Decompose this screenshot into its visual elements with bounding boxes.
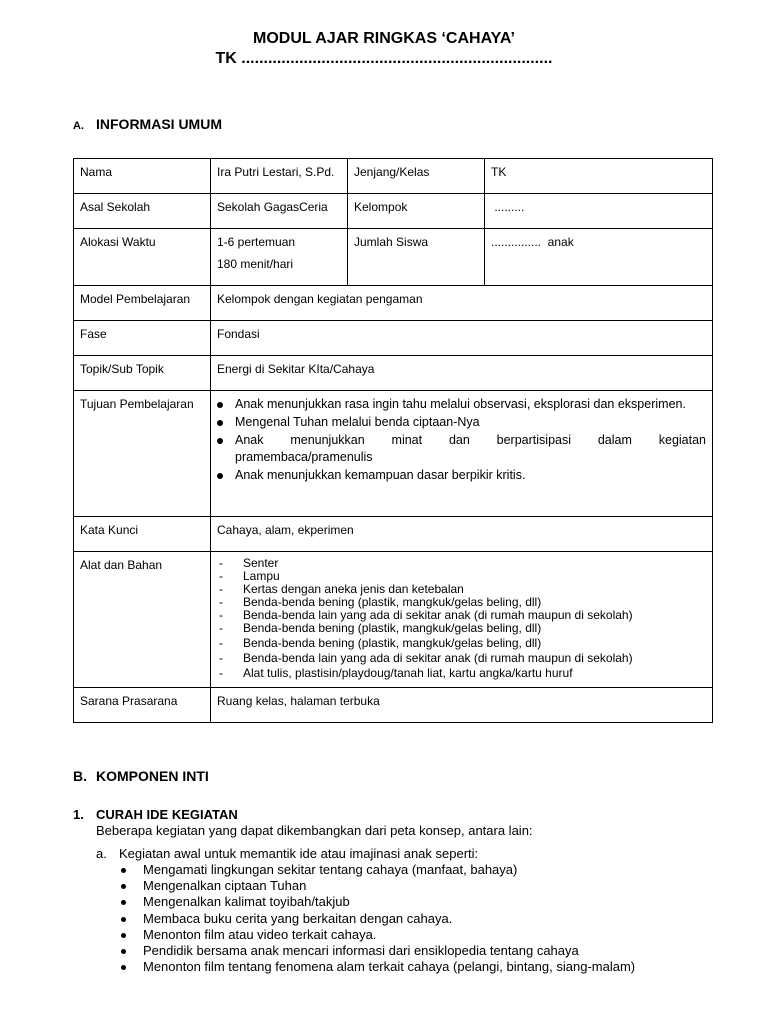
kata-kunci-value: Cahaya, alam, ekperimen [211,517,713,552]
list-item: - Senter [217,557,706,570]
tujuan-list [217,396,706,484]
sarana-label: Sarana Prasarana [74,688,211,723]
model-value: Kelompok dengan kegiatan pengaman [211,286,713,321]
curah-ide-heading [73,807,238,822]
tujuan-value [211,391,713,517]
general-information-table [73,158,713,723]
model-label: Model Pembelajaran [74,286,211,321]
kelompok-label: Kelompok [348,194,485,229]
nama-label: Nama [74,159,211,194]
alat-bahan-label: Alat dan Bahan [74,552,211,688]
document-title: MODUL AJAR RINGKAS ‘CAHAYA’ [253,30,515,47]
table-row [74,391,713,517]
section-a-heading [73,116,222,132]
list-item: Menonton film tentang fenomena alam terkait cahaya (pelangi, bintang, siang-malam) [119,959,635,975]
section-b-title: KOMPONEN INTI [96,768,209,784]
nama-value: Ira Putri Lestari, S.Pd. [211,159,348,194]
list-item: Pendidik bersama anak mencari informasi dari ensiklopedia tentang cahaya [119,943,635,959]
alat-bahan-list [217,557,706,680]
kata-kunci-label: Kata Kunci [74,517,211,552]
list-item: - Benda-benda lain yang ada di sekitar anak (di rumah maupun di sekolah) [217,609,706,622]
asal-sekolah-label: Asal Sekolah [74,194,211,229]
table-row [74,194,713,229]
table-row [74,552,713,688]
kelompok-value: ......... [485,194,713,229]
table-row [74,159,713,194]
curah-ide-title: CURAH IDE KEGIATAN [96,807,238,822]
jumlah-siswa-label: Jumlah Siswa [348,229,485,286]
list-item: - Alat tulis, plastisin/playdoug/tanah liat, kartu angka/kartu huruf [217,667,706,680]
list-item: - Benda-benda bening (plastik, mangkuk/gelas beling, dll) [217,622,706,635]
table-row [74,321,713,356]
list-item: Mengenal Tuhan melalui benda ciptaan-Nya [217,414,706,431]
list-item: Anak menunjukkan kemampuan dasar berpikir kritis. [217,467,706,484]
jenjang-value: TK [485,159,713,194]
fase-value: Fondasi [211,321,713,356]
table-row [74,229,713,286]
sarana-value: Ruang kelas, halaman terbuka [211,688,713,723]
kegiatan-awal-text: Kegiatan awal untuk memantik ide atau imajinasi anak seperti: [119,846,479,861]
jenjang-label: Jenjang/Kelas [348,159,485,194]
curah-ide-intro: Beberapa kegiatan yang dapat dikembangkan dari peta konsep, antara lain: [96,823,533,838]
table-row [74,688,713,723]
asal-sekolah-value: Sekolah GagasCeria [211,194,348,229]
list-item: - Benda-benda bening (plastik, mangkuk/gelas beling, dll) [217,637,706,650]
kegiatan-awal-item [96,846,478,861]
alat-bahan-value [211,552,713,688]
table-row [74,286,713,321]
topik-value: Energi di Sekitar KIta/Cahaya [211,356,713,391]
kegiatan-awal-list [119,862,635,975]
list-item: Membaca buku cerita yang berkaitan dengan cahaya. [119,911,635,927]
kegiatan-awal-letter: a. [96,846,107,861]
table-row [74,356,713,391]
list-item: - Benda-benda bening (plastik, mangkuk/gelas beling, dll) [217,596,706,609]
list-item: Mengamati lingkungan sekitar tentang cahaya (manfaat, bahaya) [119,862,635,878]
section-a-letter: A. [73,120,84,132]
topik-label: Topik/Sub Topik [74,356,211,391]
list-item: Menonton film atau video terkait cahaya. [119,927,635,943]
alokasi-waktu-label: Alokasi Waktu [74,229,211,286]
alokasi-waktu-value [211,229,348,286]
tujuan-label: Tujuan Pembelajaran [74,391,211,517]
jumlah-siswa-value: ............... anak [485,229,713,286]
list-item: Mengenalkan ciptaan Tuhan [119,878,635,894]
section-a-title: INFORMASI UMUM [96,116,222,132]
list-item: Anak menunjukkan rasa ingin tahu melalui observasi, eksplorasi dan eksperimen. [217,396,706,413]
curah-ide-number: 1. [73,807,84,822]
alokasi-pertemuan: 1-6 pertemuan [217,235,296,249]
list-item: - Benda-benda lain yang ada di sekitar anak (di rumah maupun di sekolah) [217,652,706,665]
list-item: Anak menunjukkan minat dan berpartisipasi dalam kegiatan pramembaca/pramenulis [217,432,706,466]
document-subtitle: TK ...................................................................... [215,50,553,67]
section-b-letter: B. [73,768,87,784]
list-item: Mengenalkan kalimat toyibah/takjub [119,894,635,910]
table-row [74,517,713,552]
alokasi-menit: 180 menit/hari [217,257,294,271]
fase-label: Fase [74,321,211,356]
list-item: - Lampu [217,570,706,583]
list-item: - Kertas dengan aneka jenis dan ketebalan [217,583,706,596]
section-b-heading [73,768,209,784]
